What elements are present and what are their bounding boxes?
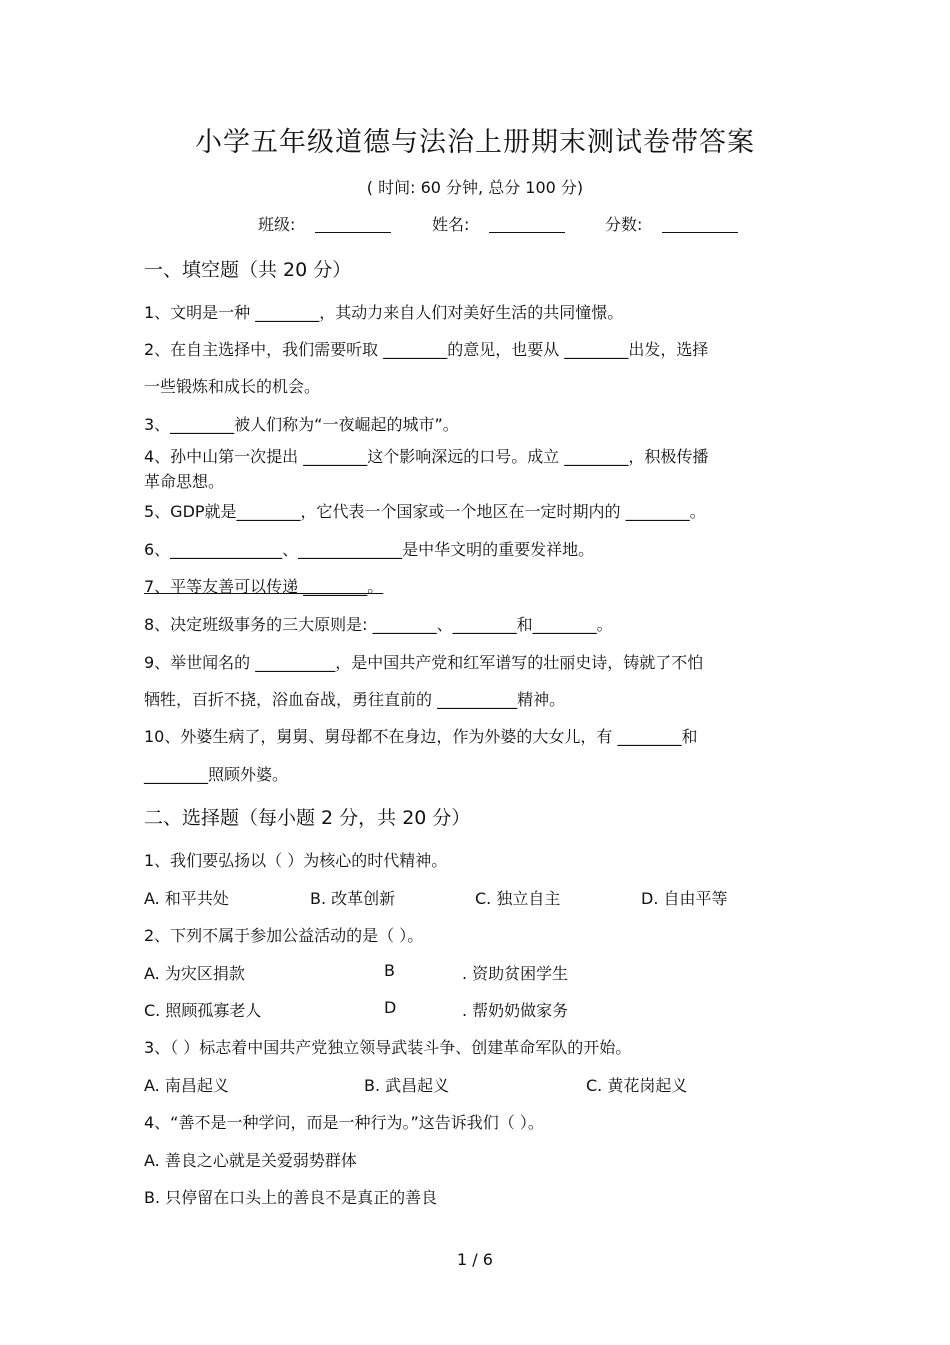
question-1-2: 2、在自主选择中，我们需要听取 ________的意见，也要从 ________出发，选择: [144, 340, 709, 359]
question-1-1: 1、文明是一种 ________，其动力来自人们对美好生活的共同憧憬。: [144, 303, 624, 322]
question-1-10-cont: ________照顾外婆。: [144, 765, 289, 784]
option-2-3-b: B. 武昌起义: [364, 1076, 450, 1095]
option-2-1-c: C. 独立自主: [475, 889, 561, 908]
page-number: 1 / 6: [457, 1250, 493, 1269]
question-1-3: 3、________被人们称为“一夜崛起的城市”。: [144, 415, 459, 434]
option-2-1-a: A. 和平共处: [144, 889, 229, 908]
question-2-4: 4、“善不是一种学问，而是一种行为。”这告诉我们（ ）。: [144, 1113, 544, 1132]
option-2-2-a: A. 为灾区捐款: [144, 964, 245, 983]
score-label: 分数:: [605, 215, 643, 234]
question-2-3: 3、（ ）标志着中国共产党独立领导武装斗争、创建革命军队的开始。: [144, 1038, 632, 1057]
class-blank: [315, 216, 391, 233]
question-1-4-cont: 革命思想。: [144, 472, 225, 491]
class-label: 班级:: [258, 215, 296, 234]
name-blank: [489, 216, 565, 233]
question-1-8: 8、决定班级事务的三大原则是: ________、________和________。: [144, 615, 613, 634]
question-1-10: 10、外婆生病了，舅舅、舅母都不在身边，作为外婆的大女儿，有 ________和: [144, 727, 698, 746]
option-2-4-a: A. 善良之心就是关爱弱势群体: [144, 1151, 357, 1170]
question-1-5: 5、GDP就是________，它代表一个国家或一个地区在一定时期内的 ________。: [144, 502, 706, 521]
option-2-1-b: B. 改革创新: [310, 889, 396, 908]
question-1-7: 7、平等友善可以传递 ________。: [144, 577, 384, 596]
page-title: 小学五年级道德与法治上册期末测试卷带答案: [195, 127, 755, 158]
question-2-2: 2、下列不属于参加公益活动的是（ ）。: [144, 926, 424, 945]
option-2-3-c: C. 黄花岗起义: [586, 1076, 688, 1095]
question-1-4: 4、孙中山第一次提出 ________这个影响深远的口号。成立 ________，积极传播: [144, 447, 709, 466]
question-1-6: 6、______________、_____________是中华文明的重要发祥地。: [144, 540, 595, 559]
score-blank: [662, 216, 738, 233]
option-2-2-d-text: . 帮奶奶做家务: [462, 1001, 569, 1020]
section-heading-fill-blank: 一、填空题（共 20 分）: [144, 259, 352, 281]
score-field: [605, 212, 738, 235]
option-2-1-d: D. 自由平等: [641, 889, 728, 908]
option-2-2-d-letter: D: [384, 998, 397, 1017]
question-1-9-cont: 牺牲，百折不挠，浴血奋战，勇往直前的 __________精神。: [144, 690, 566, 709]
exam-time-info: ( 时间: 60 分钟, 总分 100 分): [366, 178, 584, 197]
option-2-2-b-letter: B: [384, 961, 395, 980]
option-2-3-a: A. 南昌起义: [144, 1076, 229, 1095]
question-2-1: 1、我们要弘扬以（ ）为核心的时代精神。: [144, 851, 448, 870]
class-field: [258, 212, 391, 235]
question-1-2-cont: 一些锻炼和成长的机会。: [144, 377, 321, 396]
option-2-2-c: C. 照顾孤寡老人: [144, 1001, 262, 1020]
name-field: [432, 212, 565, 235]
section-heading-multiple-choice: 二、选择题（每小题 2 分，共 20 分）: [144, 807, 471, 829]
option-2-2-b-text: . 资助贫困学生: [462, 964, 569, 983]
question-1-9: 9、举世闻名的 __________，是中国共产党和红军谱写的壮丽史诗，铸就了不怕: [144, 653, 704, 672]
name-label: 姓名:: [432, 215, 470, 234]
option-2-4-b: B. 只停留在口头上的善良不是真正的善良: [144, 1188, 438, 1207]
